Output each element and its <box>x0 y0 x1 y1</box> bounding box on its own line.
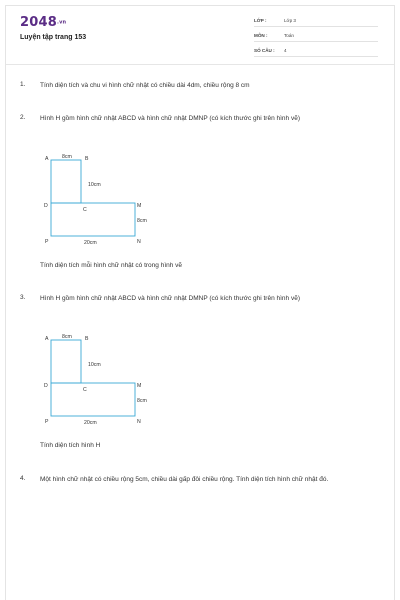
label-a: A <box>45 336 49 342</box>
meta-value: Toán <box>284 33 294 38</box>
meta-value: 4 <box>284 48 287 53</box>
meta-label: LỚP : <box>254 18 267 23</box>
label-d: D <box>44 203 48 209</box>
question-number: 3. <box>20 294 26 301</box>
logo-main: 2048 <box>20 15 57 30</box>
rect-abcd <box>51 160 81 203</box>
label-c: C <box>83 387 87 393</box>
question-number: 1. <box>20 81 26 88</box>
question-text: Hình H gồm hình chữ nhật ABCD và hình chữ nhật DMNP (có kích thước ghi trên hình vẽ) <box>40 115 300 122</box>
label-b: B <box>85 336 89 342</box>
rect-dmnp <box>51 203 135 236</box>
rect-abcd <box>51 340 81 383</box>
label-right-length: 8cm <box>137 398 147 404</box>
meta-label: SỐ CÂU : <box>254 48 275 53</box>
question-subtext: Tính diện tích mỗi hình chữ nhật có trong hình vẽ <box>40 262 183 269</box>
question-text: Một hình chữ nhật có chiều rộng 5cm, chiều dài gấp đôi chiều rộng. Tính diện tích hình chữ nhật đó. <box>40 476 329 483</box>
page-title: Luyện tập trang 153 <box>20 34 87 41</box>
meta-value: Lớp 3 <box>284 18 296 23</box>
label-side-length: 10cm <box>88 182 101 188</box>
figure-h-q3 <box>40 330 150 425</box>
label-side-length: 10cm <box>88 362 101 368</box>
label-m: M <box>137 203 142 209</box>
question-number: 2. <box>20 114 26 121</box>
question-number: 4. <box>20 475 26 482</box>
meta-subject <box>254 29 378 42</box>
header-divider <box>6 64 394 65</box>
question-text: Tính diện tích và chu vi hình chữ nhật có chiều dài 4dm, chiều rộng 8 cm <box>40 82 250 89</box>
label-n: N <box>137 239 141 245</box>
rect-dmnp <box>51 383 135 416</box>
label-m: M <box>137 383 142 389</box>
label-d: D <box>44 383 48 389</box>
question-text: Hình H gồm hình chữ nhật ABCD và hình chữ nhật DMNP (có kích thước ghi trên hình vẽ) <box>40 295 300 302</box>
label-top-length: 8cm <box>62 154 72 160</box>
label-a: A <box>45 156 49 162</box>
question-subtext: Tính diện tích hình H <box>40 442 101 449</box>
label-bottom-length: 20cm <box>84 240 97 246</box>
label-right-length: 8cm <box>137 218 147 224</box>
label-bottom-length: 20cm <box>84 420 97 426</box>
logo-suffix: .vn <box>56 19 67 26</box>
meta-count <box>254 44 378 57</box>
label-c: C <box>83 207 87 213</box>
site-logo[interactable] <box>20 15 66 30</box>
label-p: P <box>45 239 49 245</box>
label-b: B <box>85 156 89 162</box>
figure-h-q2 <box>40 150 150 245</box>
label-top-length: 8cm <box>62 334 72 340</box>
meta-class <box>254 14 378 27</box>
label-p: P <box>45 419 49 425</box>
meta-label: MÔN : <box>254 33 268 38</box>
label-n: N <box>137 419 141 425</box>
